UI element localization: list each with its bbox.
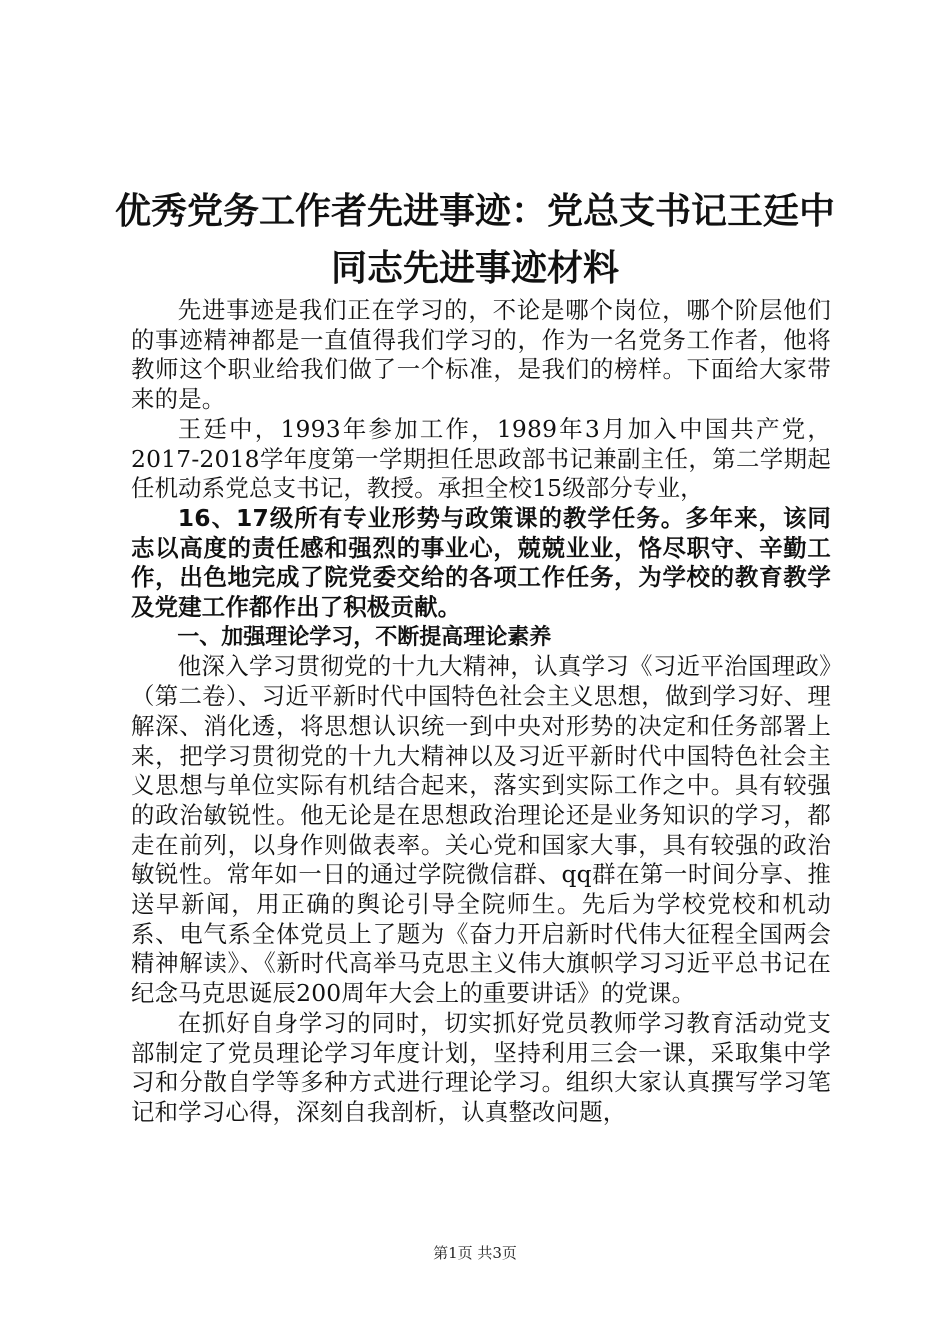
paragraph-intro: 先进事迹是我们正在学习的，不论是哪个岗位，哪个阶层他们的事迹精神都是一直值得我们学习的，作为一名党务工作者，他将教师这个职业给我们做了一个标准，是我们的榜样。下面给大家带来的是。 [131,296,831,414]
paragraph-party-education: 在抓好自身学习的同时，切实抓好党员教师学习教育活动党支部制定了党员理论学习年度计划，坚持利用三会一课，采取集中学习和分散自学等多种方式进行理论学习。组织大家认真撰写学习笔记和学习心得，深刻自我剖析，认真整改问题， [131,1008,831,1126]
document-body [131,296,831,1128]
document-title-line-2: 同志先进事迹材料 [330,247,619,289]
paragraph-profile: 王廷中，1993年参加工作，1989年3月加入中国共产党，2017-2018学年度第一学期担任思政部书记兼副主任，第二学期起任机动系党总支书记，教授。承担全校15级部分专业， [131,414,831,503]
paragraph-teaching: 16、17级所有专业形势与政策课的教学任务。多年来，该同志以高度的责任感和强烈的事业心，兢兢业业，恪尽职守、辛勤工作，出色地完成了院党委交给的各项工作任务，为学校的教育教学及党建工作都作出了积极贡献。 [131,503,831,622]
page-number-footer: 第1页 共3页 [433,1244,517,1262]
document-title-line-1: 优秀党务工作者先进事迹：党总支书记王廷中 [114,190,835,232]
section-heading: 一、加强理论学习，不断提高理论素养 [177,624,552,650]
paragraph-theory-study: 他深入学习贯彻党的十九大精神，认真学习《习近平治国理政》（第二卷）、习近平新时代中国特色社会主义思想，做到学习好、理解深、消化透，将思想认识统一到中央对形势的决定和任务部署上来，把学习贯彻党的十九大精神以及习近平新时代中国特色社会主义思想与单位实际有机结合起来，落实到实际工作之中。具有较强的政治敏锐性。他无论是在思想政治理论还是业务知识的学习，都走在前列，以身作则做表率。关心党和国家大事，具有较强的政治敏锐性。常年如一日的通过学院微信群、qq群在第一时间分享、推送早新闻，用正确的舆论引导全院师生。先后为学校党校和机动系、电气系全体党员上了题为《奋力开启新时代伟大征程全国两会精神解读》、《新时代高举马克思主义伟大旗帜学习习近平总书记在纪念马克思诞辰200周年大会上的重要讲话》的党课。 [131,652,831,1008]
